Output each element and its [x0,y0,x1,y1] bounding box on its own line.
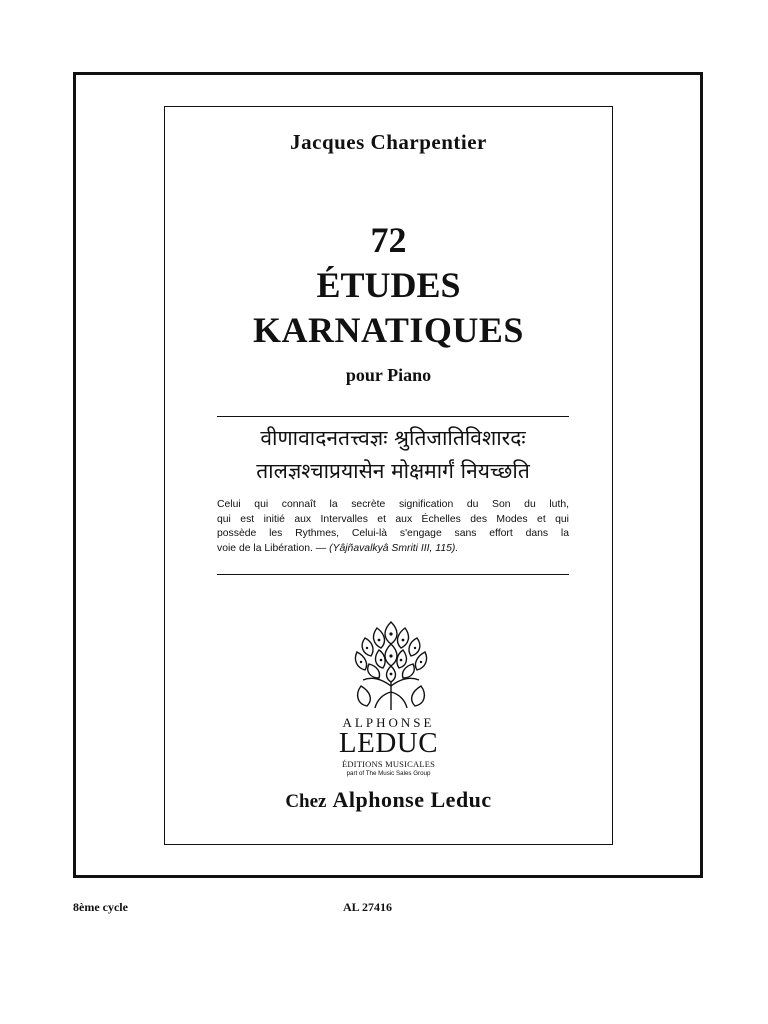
verse-citation: (Yâjñavalkyâ Smriti III, 115). [329,542,459,554]
title-line-1: ÉTUDES [316,265,461,305]
publisher-line [165,787,612,813]
translation-line: Celui qui connaît la secrète signification du Son du luth, [217,499,569,510]
translation-line: possède les Rythmes, Celui-là s'engage sans effort dans la [217,528,569,539]
cover-page [164,106,613,845]
chez-label: Chez [285,791,327,812]
footer-catalog-number: AL 27416 [343,900,393,914]
subtitle: pour Piano [345,365,432,385]
title-line-2: KARNATIQUES [253,310,524,350]
verse-translation [217,498,569,556]
footer-cycle: 8ème cycle [73,900,128,914]
publisher-logo-subtitle: ÉDITIONS MUSICALES [341,759,436,769]
divider-bottom [217,574,569,575]
sanskrit-verse-line-1: वीणावादनतत्त्वज्ञः श्रुतिजातिविशारदः [260,426,526,450]
divider-top [217,416,569,417]
lotus-logo-icon [343,614,439,714]
publisher-logo-name: LEDUC [338,727,439,759]
publisher-name: Alphonse Leduc [332,787,492,812]
title-number: 72 [370,220,407,260]
sanskrit-verse-line-2: तालज्ञश्चाप्रयासेन मोक्षमार्गं नियच्छति [256,459,530,483]
composer-name: Jacques Charpentier [290,130,487,154]
translation-line: voie de la Libération. — [217,542,327,554]
translation-line-last [217,542,569,557]
publisher-logo-group: part of The Music Sales Group [346,770,431,777]
translation-line: qui est initié aux Intervalles et aux Échelles des Modes et qui [217,513,569,525]
publisher-logo-top: ALPHONSE [342,715,435,730]
